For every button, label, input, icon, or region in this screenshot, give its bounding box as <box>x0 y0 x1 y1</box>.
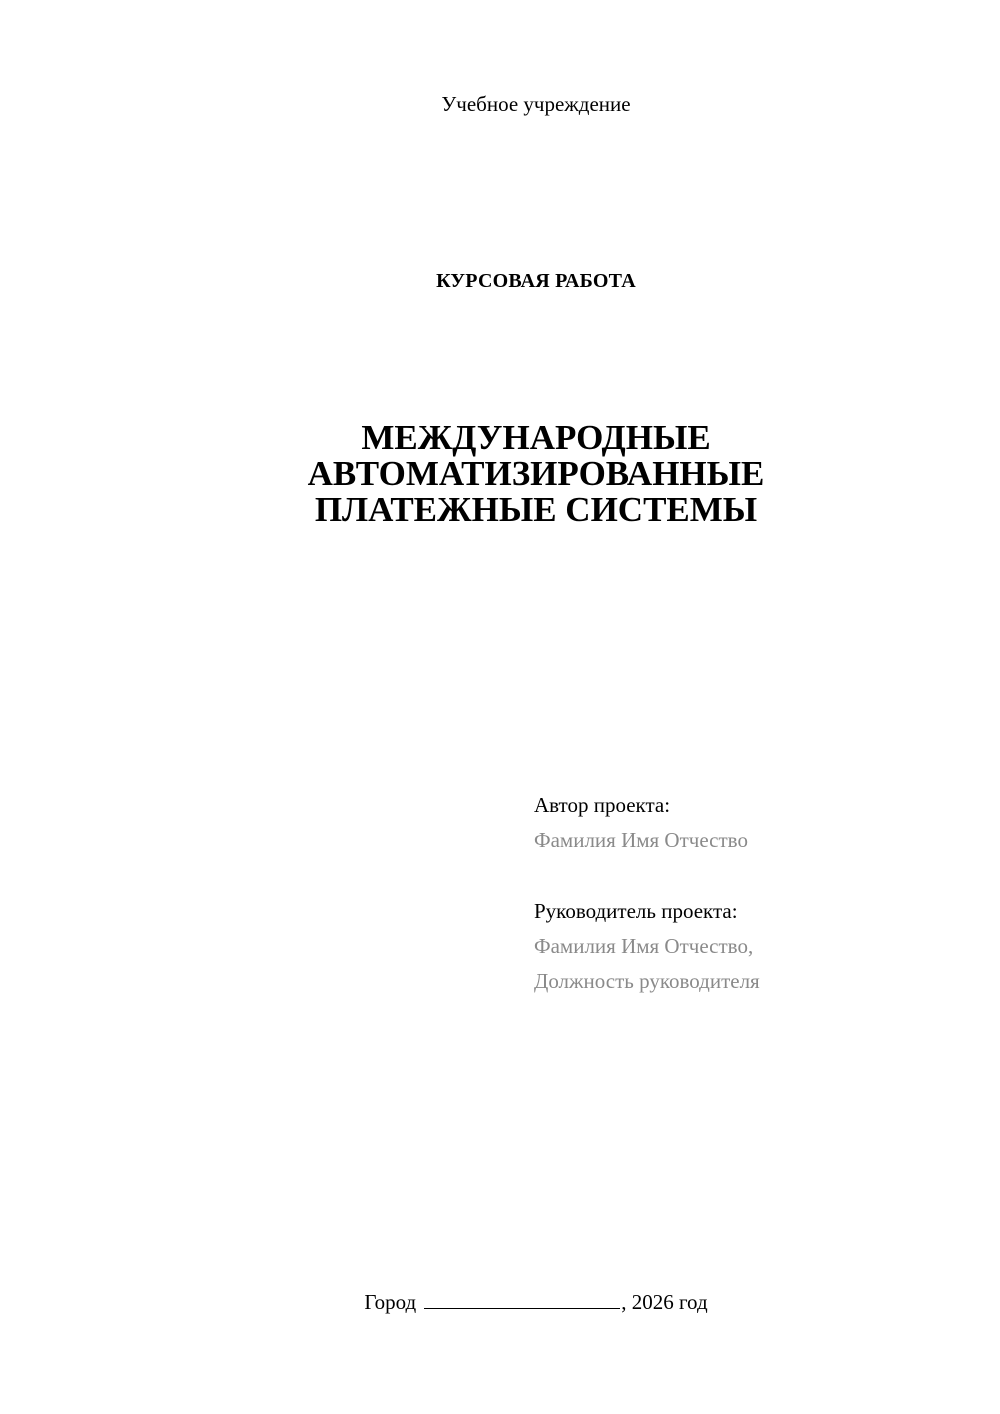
year-text: , 2026 год <box>621 1290 708 1314</box>
supervisor-label: Руководитель проекта: <box>534 899 738 923</box>
supervisor-name-placeholder: Фамилия Имя Отчество, <box>534 934 754 958</box>
title-line: МЕЖДУНАРОДНЫЕ <box>361 418 711 457</box>
author-label: Автор проекта: <box>534 793 671 817</box>
title-line: ПЛАТЕЖНЫЕ СИСТЕМЫ <box>314 490 758 529</box>
authors-block <box>534 788 954 999</box>
institution-name: Учебное учреждение <box>441 92 631 116</box>
title-line: АВТОМАТИЗИРОВАННЫЕ <box>307 454 765 493</box>
author-name-placeholder: Фамилия Имя Отчество <box>534 828 748 852</box>
document-title <box>0 420 1000 528</box>
city-year-line <box>0 1290 1000 1315</box>
city-label: Город <box>364 1290 417 1314</box>
spacer <box>534 858 954 894</box>
work-type-heading: КУРСОВАЯ РАБОТА <box>436 270 636 292</box>
supervisor-position-placeholder: Должность руководителя <box>534 969 760 993</box>
city-blank-line <box>424 1290 620 1309</box>
